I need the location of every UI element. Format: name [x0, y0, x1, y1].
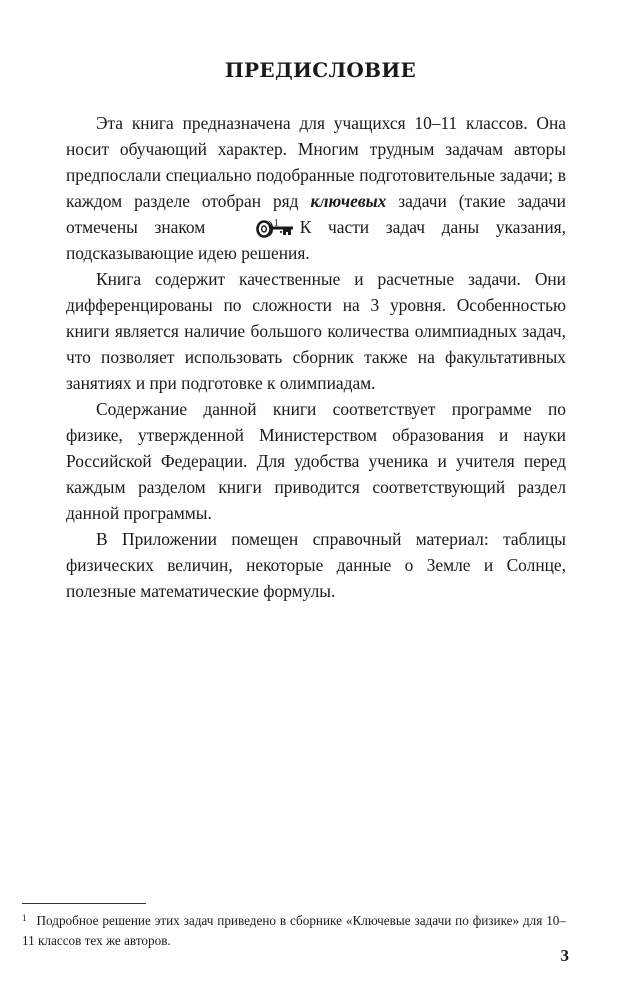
- footnote: [22, 908, 566, 951]
- paragraph-1-close-paren: ): [267, 217, 274, 237]
- footnote-divider: [22, 903, 146, 904]
- paragraph-4: В Приложении помещен справочный материал: таблицы физических величин, некоторые данные о Земле и Солнце, полезные математические формулы.: [66, 529, 566, 601]
- paragraph-1: [66, 110, 566, 266]
- key-term-emphasis: ключевых: [310, 191, 387, 211]
- paragraph-3: Содержание данной книги соответствует программе по физике, утвержденной Министерством образования и науки Российской Федерации. Для удобства ученика и учителя перед каждым разделом книги приводится соответствующий раздел данной программы.: [66, 399, 566, 523]
- footnote-reference: 1: [273, 218, 279, 230]
- paragraph-2: Книга содержит качественные и расчетные задачи. Они дифференцированы по сложности на 3 уровня. Особенностью книги является наличие большого количества олимпиадных задач, что позволяет использовать сборник также на факультативных занятиях и при подготовке к олимпиадам.: [66, 269, 566, 393]
- page-title: ПРЕДИСЛОВИЕ: [224, 58, 417, 82]
- paragraph-1-text-end: . К части задач даны указания, подсказывающие идею решения.: [66, 217, 567, 263]
- paragraph-1-text-middle: задачи (такие задачи отмечены знаком: [66, 191, 566, 237]
- paragraph-1-text-start: Эта книга предназначена для учащихся 10–11 классов. Она носит обучающий характер. Многим трудным задачам авторы предпослали специально подобранные подготовительные задачи; в каждом разделе отобран ряд: [66, 113, 566, 211]
- preface-body: [66, 110, 566, 604]
- key-icon: [226, 217, 266, 239]
- footnote-mark: 1: [22, 913, 27, 923]
- footnote-text: Подробное решение этих задач приведено в сборнике «Ключевые задачи по физике» для 10–11 классов тех же авторов.: [22, 913, 566, 948]
- page-number: 3: [560, 946, 569, 965]
